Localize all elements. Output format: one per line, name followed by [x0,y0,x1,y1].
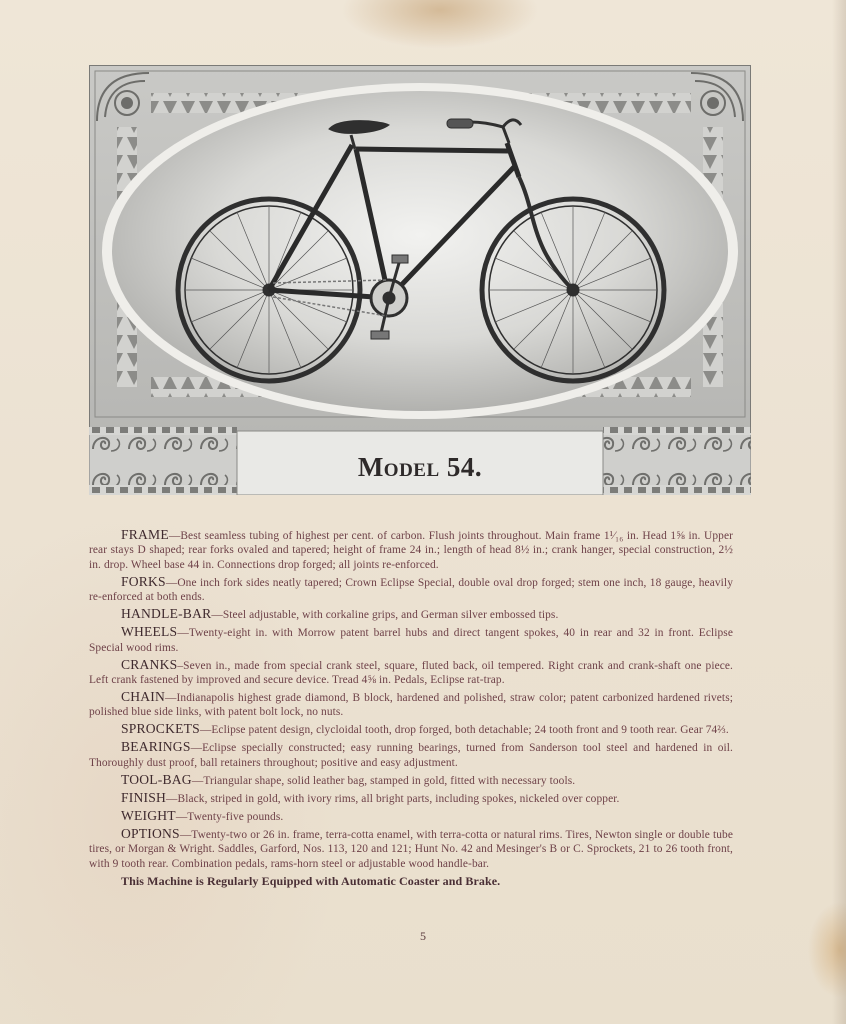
spec-text: —Best seamless tubing of highest per cent. of carbon. Flush joints throughout. Main frame 1¹⁄₁₆ in. Head 1⅝ in. Upper rear stays D shaped; rear forks ovaled and tapered; height of frame 24 in.; length of head 8½ in.; crank hanger, special construction, 2½ in. drop. Wheel base 44 in. Connections drop forged; all joints re-enforced. [89,530,733,571]
spec-chain [89,690,733,720]
spec-text: —Black, striped in gold, with ivory rims, all bright parts, including spokes, nickeled over copper. [166,792,620,805]
equipment-notice: This Machine is Regularly Equipped with Automatic Coaster and Brake. [121,873,501,888]
spec-key: FINISH [121,789,167,805]
spec-key: FRAME [121,527,169,542]
spec-cranks [89,658,733,688]
spec-wheels [89,625,733,655]
spec-key: TOOL-BAG [121,771,192,787]
spec-sprockets [89,722,733,737]
spec-key: FORKS [121,573,166,589]
spec-weight [89,809,733,824]
spec-handle-bar [89,607,733,622]
spec-text: –Seven in., made from special crank steel, square, fluted back, oil tempered. Right crank and crank-shaft one piece. Left crank fastened by improved and secure device. Tread 4⅝ in. Pedals, Eclipse rat-trap. [89,659,733,687]
spec-text: —Eclipse patent design, clycloidal tooth, drop forged, both detachable; 24 tooth front and 9 tooth rear. Gear 74⅔. [199,724,729,737]
page-number: 5 [420,929,426,943]
spec-key: CRANKS [121,656,178,672]
spec-key: HANDLE-BAR [121,606,212,622]
spec-key: BEARINGS [121,739,191,755]
spec-tool-bag [89,773,733,788]
specifications-list [89,528,733,900]
bicycle-engraving [89,65,751,495]
spec-forks [89,575,733,605]
spec-key: SPROCKETS [121,721,200,737]
spec-key: WEIGHT [121,807,176,823]
bicycle-illustration-plate [89,65,751,495]
spec-text: —Twenty-five pounds. [175,810,284,823]
spec-text: —Triangular shape, solid leather bag, stamped in gold, fitted with necessary tools. [191,774,576,787]
spec-text: —Twenty-eight in. with Morrow patent barrel hubs and direct tangent spokes, 40 in rear and 32 in front. Eclipse Special wood rims. [89,627,733,654]
model-title-text: Model 54. [357,452,483,482]
spec-key: WHEELS [121,624,178,640]
spec-text: —Twenty-two or 26 in. frame, terra-cotta enamel, with terra-cotta or natural rims. Tires, Newton single or double tube tires, or Morgan & Wright. Saddles, Garford, Nos. 113, 120 and 121; Hunt No. 42 and Mesinger's B or C. Sprockets, 21 to 26 tooth front, with 9 tooth rear. Combination pedals, rams-horn steel or adjustable wood handle-bar. [89,828,733,870]
spec-text: —Indianapolis highest grade diamond, B block, hardened and polished, straw color; patent carbonized hardened rivets; polished blue side links, with patent bolt lock, no nuts. [89,692,733,719]
spec-options [89,827,733,871]
spec-text: —Steel adjustable, with corkaline grips, and German silver embossed tips. [211,609,559,622]
model-title [89,452,751,483]
spec-text: —One inch fork sides neatly tapered; Crown Eclipse Special, double oval drop forged; stem one inch, 18 gauge, heavily re-enforced at both ends. [89,576,733,604]
spec-finish [89,791,733,806]
spec-frame [89,528,733,572]
spec-text: —Eclipse specially constructed; easy running bearings, turned from Sanderson tool steel and hardened in oil. Thoroughly dust proof, ball retainers throughout; positive and easy adjustment. [89,742,733,769]
spec-bearings [89,740,733,770]
spec-key: CHAIN [121,689,166,705]
spec-key: OPTIONS [121,825,180,841]
